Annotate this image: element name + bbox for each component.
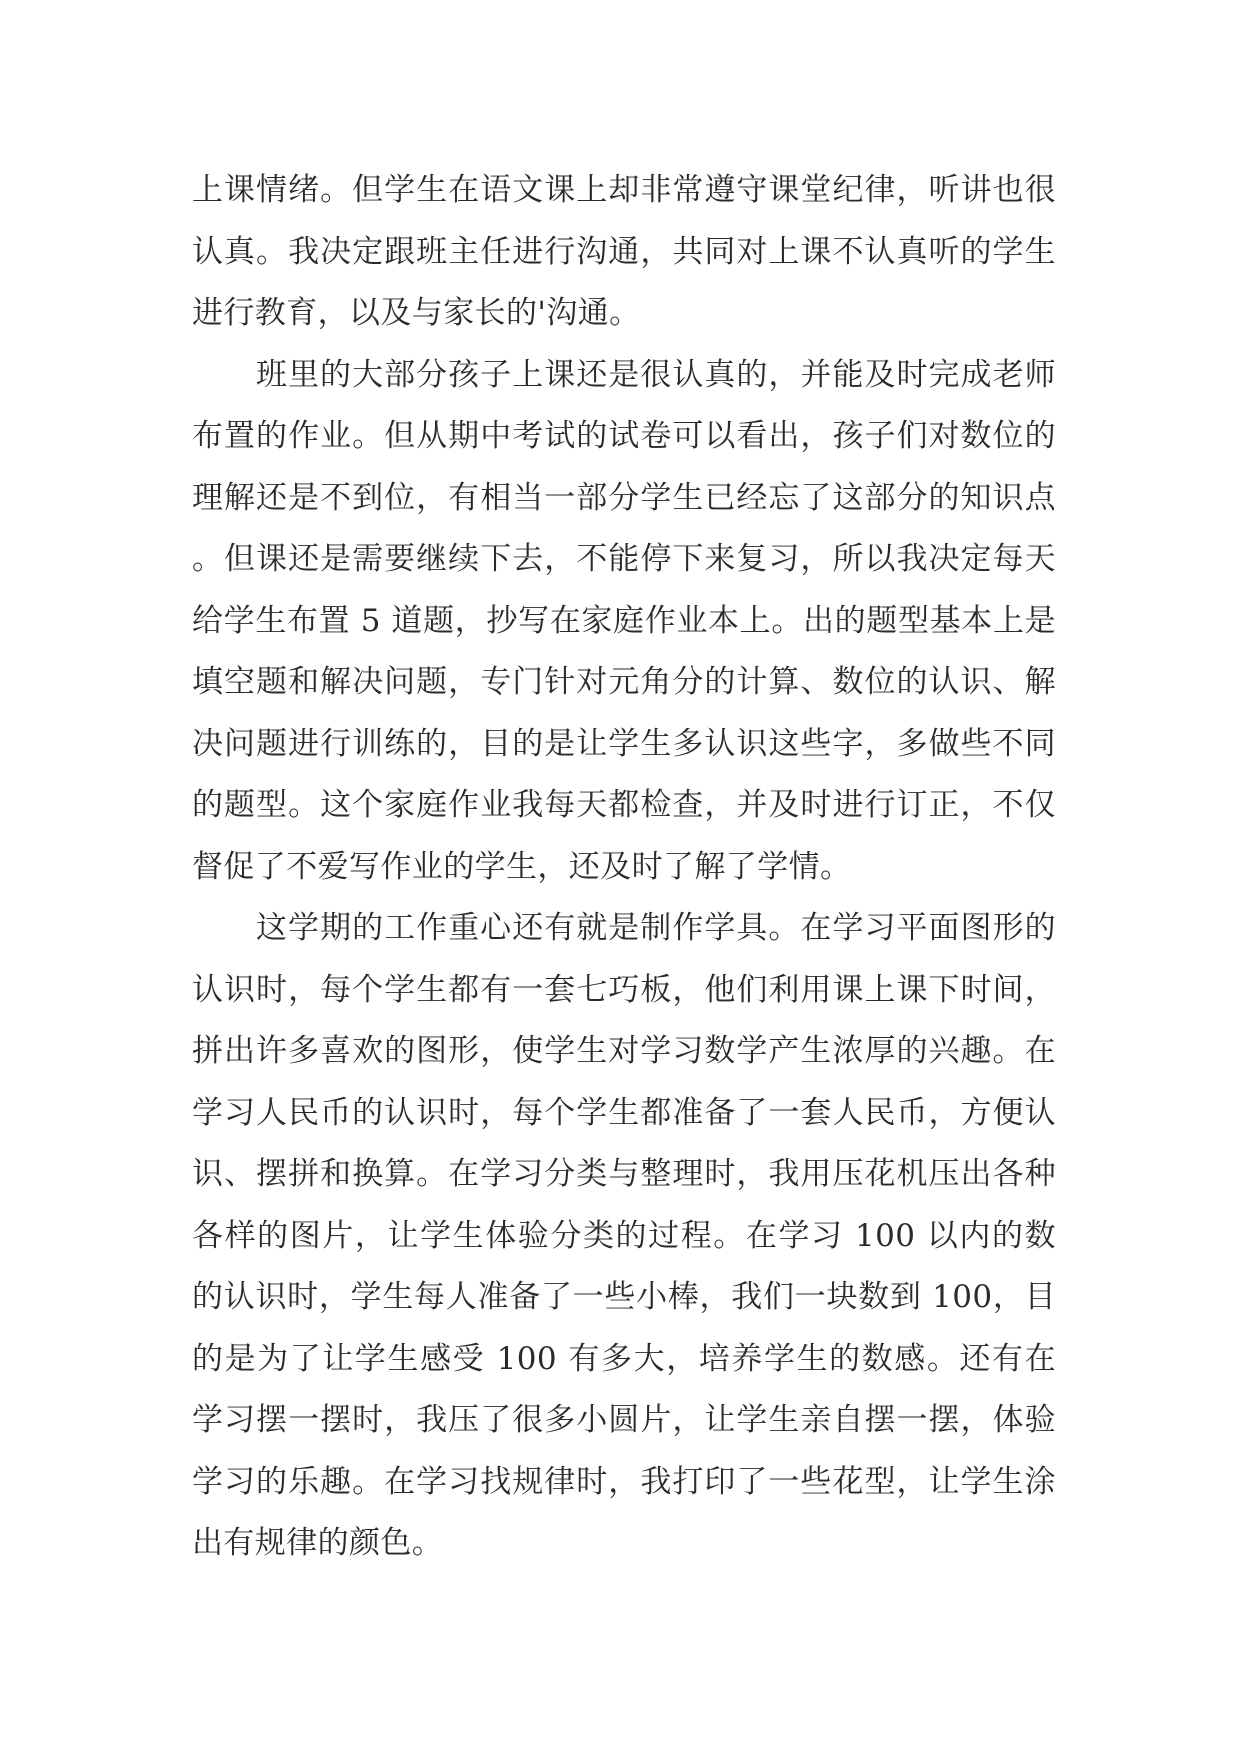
paragraph-2: 班里的大部分孩子上课还是很认真的，并能及时完成老师布置的作业。但从期中考试的试卷可以看出，孩子们对数位的理解还是不到位，有相当一部分学生已经忘了这部分的知识点。但课还是需要继续下去，不能停下来复习，所以我决定每天给学生布置 5 道题，抄写在家庭作业本上。出的题型基本上是填空题和解决问题，专门针对元角分的计算、数位的认识、解决问题进行训练的，目的是让学生多认识这些字，多做些不同的题型。这个家庭作业我每天都检查，并及时进行订正，不仅督促了不爱写作业的学生，还及时了解了学情。 bbox=[192, 356, 1056, 885]
paragraph-1: 上课情绪。但学生在语文课上却非常遵守课堂纪律，听讲也很认真。我决定跟班主任进行沟通，共同对上课不认真听的学生进行教育，以及与家长的'沟通。 bbox=[192, 172, 1056, 331]
document-body bbox=[192, 160, 1056, 1575]
paragraph-3: 这学期的工作重心还有就是制作学具。在学习平面图形的认识时，每个学生都有一套七巧板，他们利用课上课下时间，拼出许多喜欢的图形，使学生对学习数学产生浓厚的兴趣。在学习人民币的认识时，每个学生都准备了一套人民币，方便认识、摆拼和换算。在学习分类与整理时，我用压花机压出各种各样的图片，让学生体验分类的过程。在学习 100 以内的数的认识时，学生每人准备了一些小棒，我们一块数到 100，目的是为了让学生感受 100 有多大，培养学生的数感。还有在学习摆一摆时，我压了很多小圆片，让学生亲自摆一摆，体验学习的乐趣。在学习找规律时，我打印了一些花型，让学生涂出有规律的颜色。 bbox=[192, 910, 1056, 1561]
